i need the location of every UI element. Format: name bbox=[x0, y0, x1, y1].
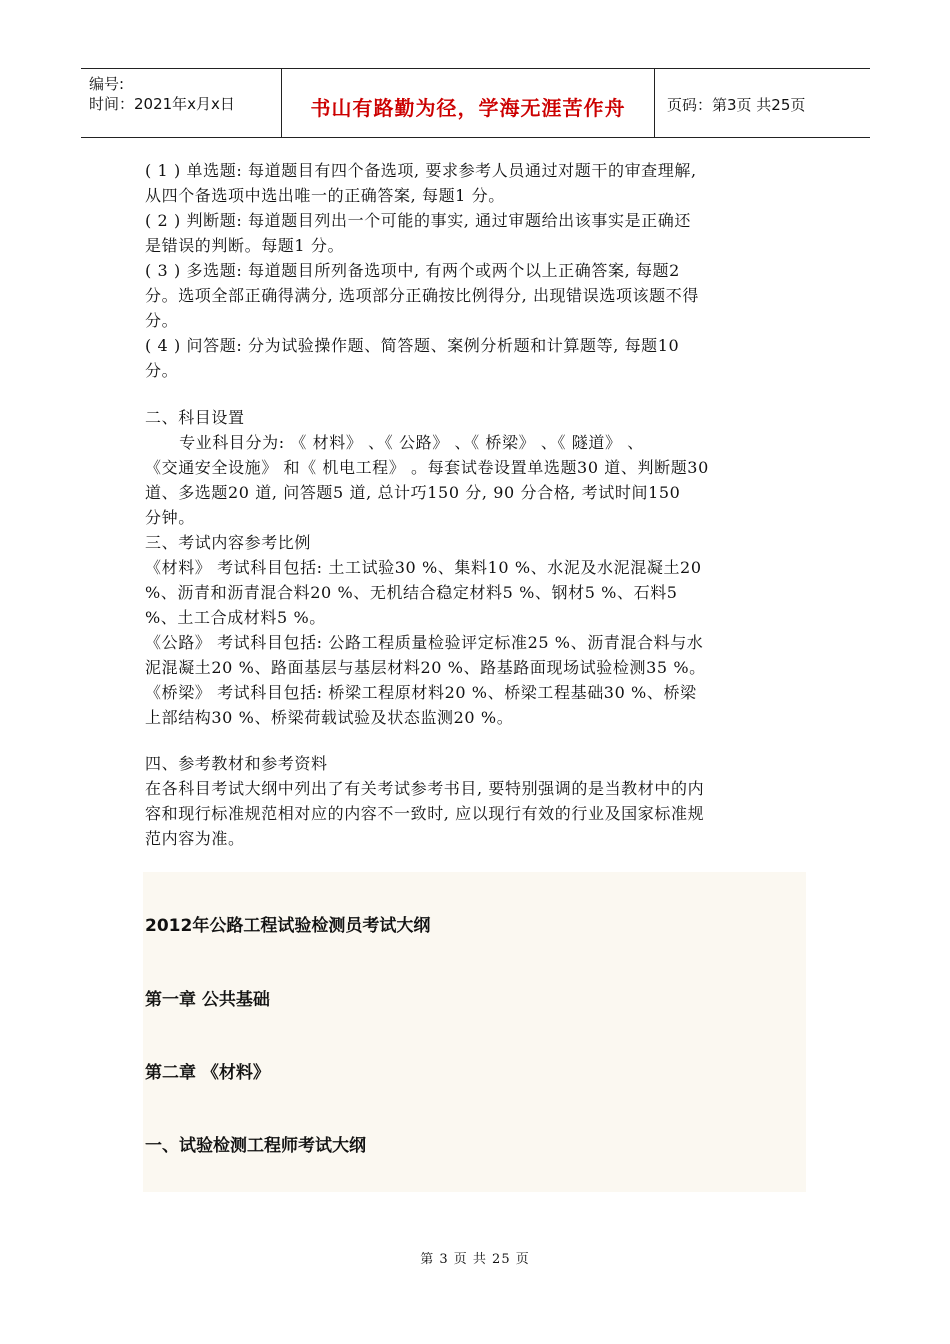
chapter-heading: 第二章 《材料》 bbox=[145, 1063, 270, 1083]
question-type-line: ( 1 ) 单选题: 每道题目有四个备选项, 要求参考人员通过对题干的审查理解, bbox=[145, 161, 697, 180]
paragraph-line: 《材料》 考试科目包括: 土工试验30 %、集料10 %、水泥及水泥混凝土20 bbox=[145, 558, 702, 577]
question-type-line: 分。 bbox=[145, 361, 179, 380]
paragraph-line: 分钟。 bbox=[145, 508, 195, 527]
chapter-heading: 第一章 公共基础 bbox=[145, 990, 270, 1010]
subsection-heading: 一、试验检测工程师考试大纲 bbox=[145, 1136, 366, 1156]
paragraph-line: 容和现行标准规范相对应的内容不一致时, 应以现行有效的行业及国家标准规 bbox=[145, 804, 705, 823]
paragraph-line: 道、多选题20 道, 问答题5 道, 总计巧150 分, 90 分合格, 考试时间150 bbox=[145, 483, 681, 502]
section-heading: 四、参考教材和参考资料 bbox=[145, 754, 328, 773]
question-type-line: ( 3 ) 多选题: 每道题目所列备选项中, 有两个或两个以上正确答案, 每题2 bbox=[145, 261, 680, 280]
header-motto-cell bbox=[282, 69, 655, 137]
question-type-line: 分。 bbox=[145, 311, 179, 330]
page-footer: 第 3 页 共 25 页 bbox=[420, 1252, 530, 1267]
header-page-cell bbox=[655, 69, 870, 137]
paragraph-line: 《桥梁》 考试科目包括: 桥梁工程原材料20 %、桥梁工程基础30 %、桥梁 bbox=[145, 683, 697, 702]
header-page-info: 页码：第3页 共25页 bbox=[667, 96, 806, 114]
motto: 书山有路勤为径，学海无涯苦作舟 bbox=[310, 96, 626, 120]
question-type-line: 分。选项全部正确得满分, 选项部分正确按比例得分, 出现错误选项该题不得 bbox=[145, 286, 699, 305]
outline-title: 2012年公路工程试验检测员考试大纲 bbox=[145, 916, 431, 936]
paragraph-line: 在各科目考试大纲中列出了有关考试参考书目, 要特别强调的是当教材中的内 bbox=[145, 779, 705, 798]
question-type-line: 从四个备选项中选出唯一的正确答案, 每题1 分。 bbox=[145, 186, 505, 205]
section-heading: 三、考试内容参考比例 bbox=[145, 533, 312, 552]
paragraph-line: %、沥青和沥青混合料20 %、无机结合稳定材料5 %、钢材5 %、石料5 bbox=[145, 583, 678, 602]
paragraph-line: 泥混凝土20 %、路面基层与基层材料20 %、路基路面现场试验检测35 %。 bbox=[145, 658, 706, 677]
question-type-line: ( 2 ) 判断题: 每道题目列出一个可能的事实, 通过审题给出该事实是正确还 bbox=[145, 211, 691, 230]
paragraph-line: %、土工合成材料5 %。 bbox=[145, 608, 326, 627]
time-label: 时间：2021年x月x日 bbox=[89, 95, 235, 113]
question-type-line: 是错误的判断。每题1 分。 bbox=[145, 236, 345, 255]
paragraph-line: 范内容为准。 bbox=[145, 829, 245, 848]
paragraph-line: 专业科目分为: 《 材料》 、《 公路》 、《 桥梁》 、《 隧道》 、 bbox=[145, 433, 644, 452]
section-heading: 二、科目设置 bbox=[145, 408, 245, 427]
serial-label: 编号: bbox=[89, 75, 125, 93]
paragraph-line: 上部结构30 %、桥梁荷载试验及状态监测20 %。 bbox=[145, 708, 514, 727]
header-meta-cell bbox=[81, 69, 282, 137]
document-header bbox=[81, 68, 870, 138]
paragraph-line: 《公路》 考试科目包括: 公路工程质量检验评定标准25 %、沥青混合料与水 bbox=[145, 633, 704, 652]
paragraph-line: 《交通安全设施》 和《 机电工程》 。每套试卷设置单选题30 道、判断题30 bbox=[145, 458, 709, 477]
question-type-line: ( 4 ) 问答题: 分为试验操作题、简答题、案例分析题和计算题等, 每题10 bbox=[145, 336, 680, 355]
